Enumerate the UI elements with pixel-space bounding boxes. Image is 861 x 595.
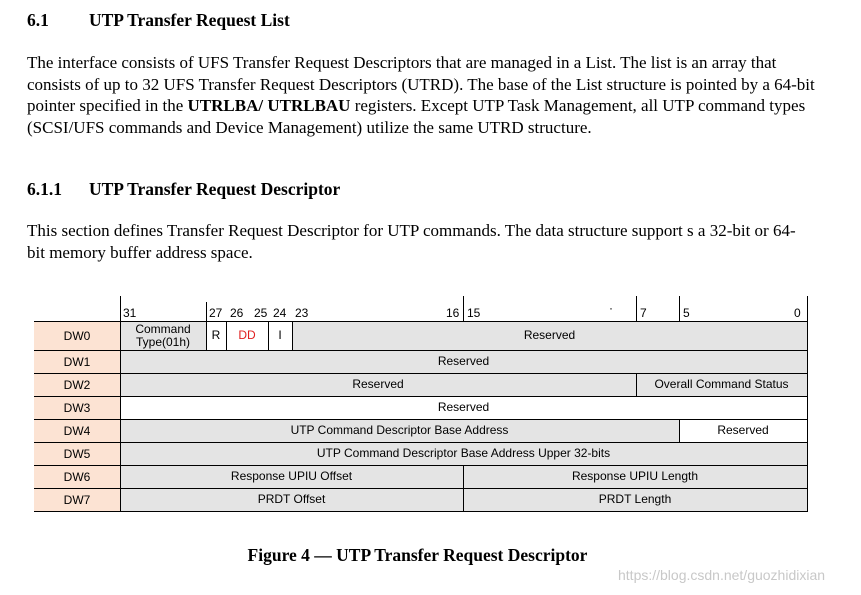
section-number: 6.1: [27, 10, 49, 30]
bit-tick-5: [679, 296, 680, 321]
bit-tick-27: [206, 302, 207, 321]
prdt-length-field: PRDT Length: [463, 488, 807, 511]
dw2-reserved-field: Reserved: [120, 373, 636, 396]
grid-line: [34, 465, 808, 466]
dw3-reserved-field: Reserved: [120, 396, 807, 419]
grid-line: [636, 373, 637, 396]
grid-line: [34, 350, 808, 351]
row-label-dw7: DW7: [34, 488, 120, 511]
grid-line: [34, 419, 808, 420]
bit-26: 26: [230, 306, 244, 320]
overall-command-status-field: Overall Command Status: [636, 373, 807, 396]
bit-tick-7: [636, 296, 637, 321]
watermark: https://blog.csdn.net/guozhidixian: [618, 567, 826, 583]
command-type-line1: Command: [135, 321, 191, 336]
bit-0: 0: [794, 306, 801, 320]
row-label-dw1: DW1: [34, 350, 120, 373]
subsection-title: UTP Transfer Request Descriptor: [89, 179, 341, 199]
bit-24: 24: [273, 306, 287, 320]
row-label-dw0: DW0: [34, 321, 120, 350]
command-type-line2: Type(01h): [135, 334, 191, 349]
grid-line: [120, 321, 121, 511]
bit-23: 23: [295, 306, 309, 320]
grid-line: [206, 321, 207, 350]
grid-line: [34, 488, 808, 489]
intro-text-2: registers. Except UTP Task Management, all UTP command types (SCSI/UFS commands and Device Management) utilize the same UTRD structure.: [27, 96, 806, 137]
grid-line: [463, 465, 464, 511]
section-title: UTP Transfer Request List: [89, 10, 290, 30]
bit-tick-31: [120, 296, 121, 321]
r-field: R: [206, 321, 226, 350]
row-label-dw3: DW3: [34, 396, 120, 419]
bit-16: 16: [446, 306, 460, 320]
grid-line: [679, 419, 680, 442]
row-label-dw4: DW4: [34, 419, 120, 442]
dw0-reserved-field: Reserved: [292, 321, 807, 350]
prdt-offset-field: PRDT Offset: [120, 488, 463, 511]
grid-line: [34, 511, 808, 512]
bit-tick-0: [807, 296, 808, 321]
grid-line: [226, 321, 227, 350]
response-upiu-offset-field: Response UPIU Offset: [120, 465, 463, 488]
dw1-reserved-field: Reserved: [120, 350, 807, 373]
command-type-field: [120, 321, 206, 350]
grid-line: [807, 321, 808, 511]
bit-tick-16: [463, 296, 464, 321]
descriptor-paragraph: This section defines Transfer Request Descriptor for UTP commands. The data structure support s a 32-bit or 64-bit memory buffer address space.: [27, 221, 796, 262]
figure-caption: Figure 4 — UTP Transfer Request Descriptor: [247, 545, 588, 565]
ucd-base-address-field: UTP Command Descriptor Base Address: [120, 419, 679, 442]
response-upiu-length-field: Response UPIU Length: [463, 465, 807, 488]
grid-line: [34, 373, 808, 374]
dd-field: DD: [226, 321, 268, 350]
intro-text-1: The interface consists of UFS Transfer Request Descriptors that are managed in a List. The list is an array that consists of up to 32 UFS Transfer Request Descriptors (UTRD). The base of the List structure is pointed by a 64-bit pointer specified in the: [27, 53, 815, 115]
row-label-dw2: DW2: [34, 373, 120, 396]
grid-line: [268, 321, 269, 350]
ucd-base-address-upper-field: UTP Command Descriptor Base Address Upper 32-bits: [120, 442, 807, 465]
grid-line: [34, 396, 808, 397]
bit-5: 5: [683, 306, 690, 320]
register-names: UTRLBA/ UTRLBAU: [187, 96, 351, 115]
bit-25: 25: [254, 306, 268, 320]
subsection-number: 6.1.1: [27, 179, 62, 199]
grid-line: [34, 321, 808, 322]
grid-line: [292, 321, 293, 350]
i-field: I: [268, 321, 292, 350]
bit-15: 15: [467, 306, 481, 320]
row-label-dw5: DW5: [34, 442, 120, 465]
dw4-reserved-field: Reserved: [679, 419, 807, 442]
row-label-dw6: DW6: [34, 465, 120, 488]
bit-27: 27: [209, 306, 223, 320]
bit-31: 31: [123, 306, 137, 320]
bit-dot: ·: [609, 301, 613, 315]
bit-7: 7: [640, 306, 647, 320]
grid-line: [34, 442, 808, 443]
